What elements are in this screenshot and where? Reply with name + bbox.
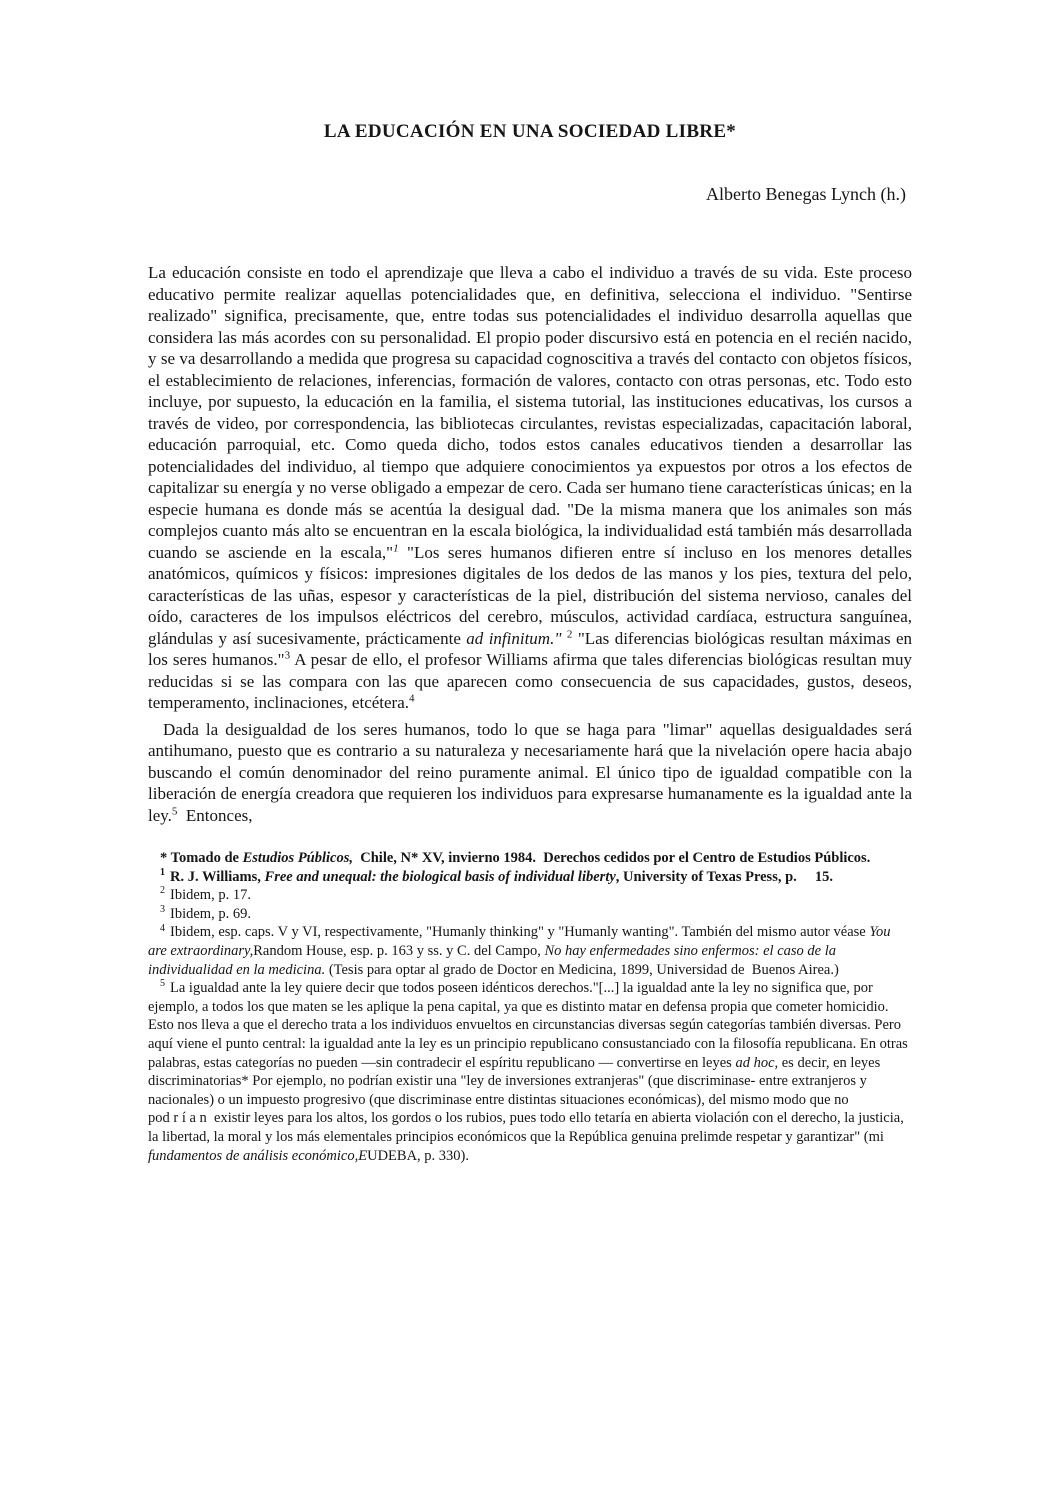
footnote-source-text: * Tomado de Estudios Públicos, Chile, N* XV, invierno 1984. Derechos cedidos por el Centro de Estudios Públicos. (160, 850, 871, 866)
footnote-5-marker: 5 (160, 978, 165, 990)
footnote-source (148, 849, 912, 868)
footnote-3-marker: 3 (160, 903, 165, 915)
page-content (148, 0, 912, 1165)
body-paragraph-2: Dada la desigualdad de los seres humanos, todo lo que se haga para "limar" aquellas desigualdades será antihumano, puesto que es contrario a su naturaleza y necesariamente hará que la nivelación opere hacia abajo buscando el común denominador del reino puramente animal. El único tipo de igualdad compatible con la liberación de energía creadora que requieren los individuos para expresarse humanamente es la igualdad ante la ley.$^5$ Entonces, (148, 719, 912, 825)
footnote-1 (148, 868, 912, 887)
footnote-1-text: R. J. Williams, Free and unequal: the biological basis of individual liberty, University of Texas Press, p. 15. (170, 868, 834, 885)
footnote-4-text: Ibidem, esp. caps. V y VI, respectivamente, "Humanly thinking" y "Humanly wanting". También del mismo autor véase You are extraordinary,Random House, esp. p. 163 y ss. y C. del Campo, No hay enfermedades sino enfermos: el caso de la individualidad en la medicina. (Tesis para optar al grado de Doctor en Medicina, 1899, Universidad de Buenos Airea.) (148, 924, 891, 978)
footnote-2-text: Ibidem, p. 17. (170, 887, 251, 904)
body-paragraph-1: La educación consiste en todo el aprendizaje que lleva a cabo el individuo a través de su vida. Este proceso educativo permite realizar aquellas potencialidades que, en definitiva, selecciona el individuo. "Sentirse realizado" significa, precisamente, que, entre todas sus potencialidades el individuo desarrolla aquellas que considera las más acordes con su personalidad. El propio poder discursivo está en potencia en el recién nacido, y se va desarrollando a medida que progresa su capacidad cognoscitiva a través del contacto con objetos físicos, el establecimiento de relaciones, inferencias, formación de valores, contacto con otras personas, etc. Todo esto incluye, por supuesto, la educación en la familia, el sistema tutorial, las instituciones educativas, los cursos a través de video, por correspondencia, las bibliotecas circulantes, revistas especializadas, capacitación laboral, educación parroquial, etc. Como queda dicho, todos estos canales educativos tienden a desarrollar las potencialidades del individuo, al tiempo que adquiere conocimientos ya expuestos por otros a los efectos de capitalizar su energía y no verse obligado a empezar de cero. Cada ser humano tiene características únicas; en la especie humana es donde más se acentúa la desigual dad. "De la misma manera que los animales son más complejos cuanto más alto se encuentran en la escala biológica, la individualidad está también más desarrollada cuando se asciende en la escala,"$^1$ "Los seres humanos difieren entre sí incluso en los menores detalles anatómicos, químicos y físicos: impresiones digitales de los dedos de las manos y los pies, textura del pelo, características de las uñas, espesor y características de la piel, distribución del sistema nervioso, canales del oído, caracteres de los impulsos eléctricos del cerebro, músculos, actividad cardíaca, estructura sanguínea, glándulas y así sucesivamente, prácticamente ad infinitum." $^2$ "Las diferencias biológicas resultan máximas en los seres humanos."$^3$ A pesar de ello, el profesor Williams afirma que tales diferencias biológicas resultan muy reducidas si se las compara con las que aparecen como consecuencia de sus capacidades, gustos, deseos, temperamento, inclinaciones, etcétera.$^4$ (148, 263, 913, 712)
footnote-5 (148, 979, 912, 1165)
footnote-3 (148, 905, 912, 924)
page-title: LA EDUCACIÓN EN UNA SOCIEDAD LIBRE* (323, 121, 737, 142)
article-body (148, 262, 912, 826)
footnote-2-marker: 2 (160, 885, 165, 897)
footnote-4-marker: 4 (160, 922, 165, 934)
footnote-5-text: La igualdad ante la ley quiere decir que todos poseen idénticos derechos."[...] la igualdad ante la ley no significa que, por ejemplo, a todos los que maten se les aplique la pena capital, ya que es distinto matar en defensa propia que cometer homicidio. Esto nos lleva a que el derecho trata a los individuos envueltos en circunstancias diversas según categorías también diversas. Pero aquí viene el punto central: la igualdad ante la ley es un principio republicano consustanciado con la filosofía republicana. En otras palabras, estas categorías no pueden —sin contradecir el espíritu republicano — convertirse en leyes ad hoc, es decir, en leyes discriminatorias* Por ejemplo, no podrían existir una "ley de inversiones extranjeras" (que discriminase- entre extranjeros y nacionales) o un impuesto progresivo (que discriminase entre distintas situaciones económicas), del mismo modo que no pod r í a n existir leyes para los altos, los gordos o los rubios, pues todo ello tetaría en abierta violación con el derecho, la justicia, la libertad, la moral y los más elementales principios económicos que la República genuina prelimde respetar y garantizar" (mi fundamentos de análisis económico,EUDEBA, p. 330). (148, 980, 908, 1164)
footnote-4 (148, 923, 912, 979)
author-byline: Alberto Benegas Lynch (h.) (706, 184, 906, 204)
footnote-2 (148, 886, 912, 905)
footnote-1-marker: 1 (160, 866, 165, 878)
footnotes-section (148, 849, 912, 1165)
footnote-3-text: Ibidem, p. 69. (170, 905, 251, 922)
